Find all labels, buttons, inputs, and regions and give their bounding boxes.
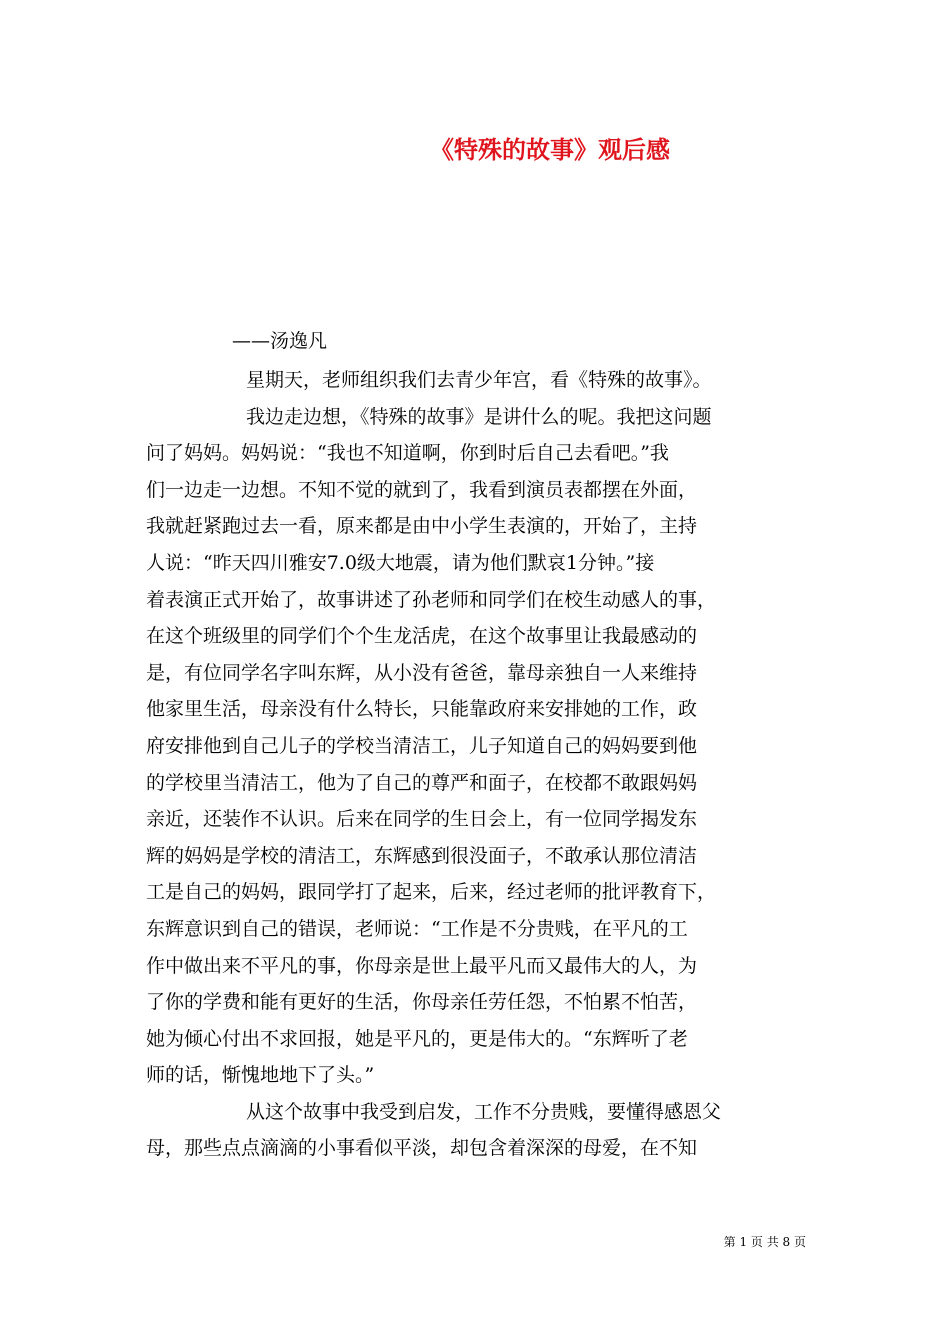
paragraph-line: 她为倾心付出不求回报，她是平凡的，更是伟大的。“东辉听了老 (146, 1027, 688, 1050)
paragraph-line: 辉的妈妈是学校的清洁工，东辉感到很没面子，不敢承认那位清洁 (146, 844, 698, 867)
document-title: 《特殊的故事》观后感 (430, 135, 670, 164)
paragraph-line: 工是自己的妈妈，跟同学打了起来，后来，经过老师的批评教育下， (146, 881, 717, 904)
paragraph-line: 人说：“昨天四川雅安7.0级大地震，请为他们默哀1分钟。”接 (146, 551, 655, 574)
paragraph-line: 是，有位同学名字叫东辉，从小没有爸爸，靠母亲独自一人来维持 (146, 661, 698, 684)
paragraph-line: 从这个故事中我受到启发，工作不分贵贱，要懂得感恩父 (246, 1100, 722, 1123)
paragraph-line: 母，那些点点滴滴的小事看似平淡，却包含着深深的母爱，在不知 (146, 1137, 698, 1160)
page-number-footer: 第 1 页 共 8 页 (723, 1235, 806, 1249)
paragraph-line: 们一边走一边想。不知不觉的就到了，我看到演员表都摆在外面， (146, 478, 698, 501)
author-line: ——汤逸凡 (232, 330, 328, 352)
paragraph-line: 了你的学费和能有更好的生活，你母亲任劳任怨，不怕累不怕苦， (146, 991, 698, 1014)
paragraph-line: 我边走边想，《特殊的故事》是讲什么的呢。我把这问题 (246, 405, 712, 428)
paragraph-line: 着表演正式开始了，故事讲述了孙老师和同学们在校生动感人的事， (146, 588, 717, 611)
paragraph-line: 星期天，老师组织我们去青少年宫，看《特殊的故事》。 (246, 369, 712, 391)
document-body (146, 362, 826, 1167)
paragraph-line: 我就赶紧跑过去一看，原来都是由中小学生表演的，开始了，主持 (146, 515, 698, 538)
paragraph-line: 师的话，惭愧地地下了头。” (146, 1064, 375, 1087)
paragraph-line: 的学校里当清洁工，他为了自己的尊严和面子，在校都不敢跟妈妈 (146, 771, 698, 794)
paragraph-line: 他家里生活，母亲没有什么特长，只能靠政府来安排她的工作，政 (146, 698, 698, 721)
paragraph-line: 府安排他到自己儿子的学校当清洁工，儿子知道自己的妈妈要到他 (146, 734, 698, 757)
paragraph-line: 问了妈妈。妈妈说：“我也不知道啊，你到时后自己去看吧。”我 (146, 442, 669, 465)
paragraph-line: 在这个班级里的同学们个个生龙活虎，在这个故事里让我最感动的 (146, 625, 698, 648)
paragraph-line: 作中做出来不平凡的事，你母亲是世上最平凡而又最伟大的人，为 (146, 954, 698, 977)
paragraph-line: 亲近，还装作不认识。后来在同学的生日会上，有一位同学揭发东 (146, 808, 698, 831)
paragraph-line: 东辉意识到自己的错误，老师说：“工作是不分贵贱，在平凡的工 (146, 917, 688, 940)
